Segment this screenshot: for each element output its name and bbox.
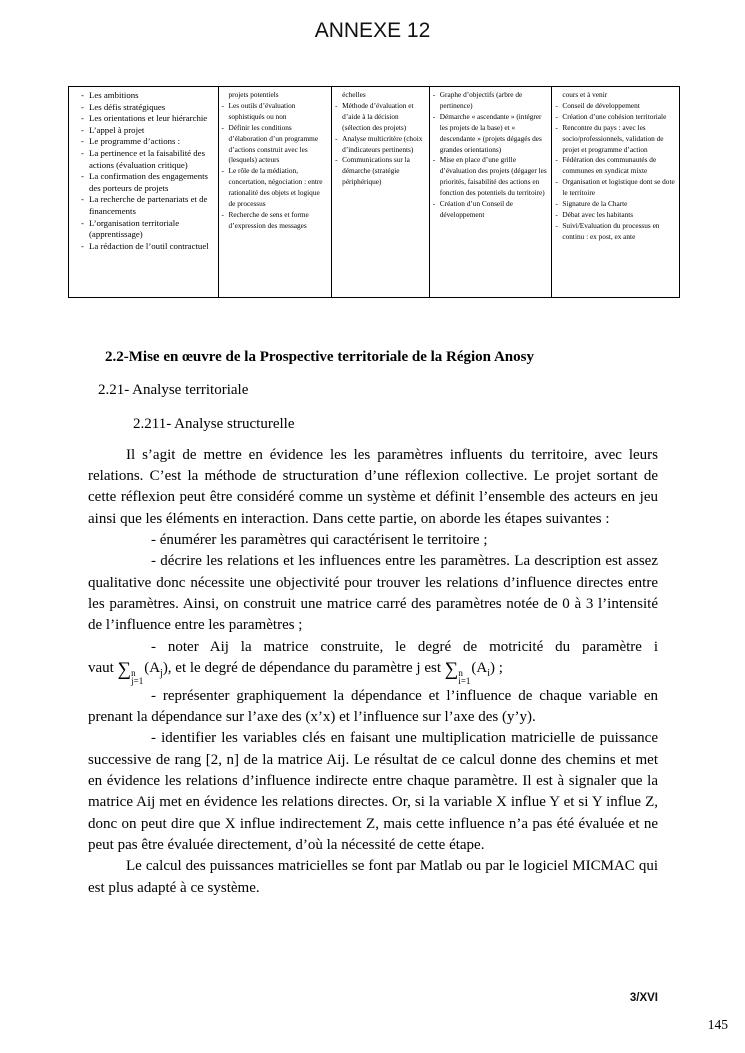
page-title: ANNEXE 12: [314, 19, 431, 42]
table-cell-intro: projets potentiels: [228, 90, 279, 99]
table-cell-list: [335, 101, 425, 188]
footer-reference: 3/XVI: [629, 992, 658, 1004]
table-list-item: - Rencontre du pays : avec les socio/professionnels, validation de projet et programme d’action: [555, 123, 675, 156]
table-list-item: - Définir les conditions d’élaboration d’un programme d’actions construit avec les (lesquels) acteurs: [222, 123, 328, 167]
table-list-item: - La pertinence et la faisabilité des actions (évaluation critique): [79, 148, 214, 171]
table-column-3: [331, 87, 429, 297]
sum-upper-limit: n: [131, 667, 136, 678]
table-list-item: - Organisation et logistique dont se dote le territoire: [555, 177, 675, 199]
sigma-symbol: ∑: [444, 658, 459, 680]
sum-upper-limit: n: [458, 667, 463, 678]
table-column-5: [551, 87, 679, 297]
table-list-item: - La recherche de partenariats et de financements: [79, 194, 214, 217]
table-column-1: [69, 87, 218, 297]
annex-table: [68, 86, 680, 298]
formula-term-subscript: j: [160, 667, 163, 679]
table-list-item: - Recherche de sens et forme d’expression des messages: [222, 210, 328, 232]
bullet-decrire: - décrire les relations et les influences entre les paramètres. La description est assez qualitative donc nécessite une objectivité pour trouver les relations d’influence directes entre les paramètres. Ainsi, on construit une matrice carré des paramètres notée de 0 à 3 l’intensité de l’influence entre les paramètres ;: [88, 553, 658, 634]
table-list-item: - Fédération des communautés de communes en syndicat mixte: [555, 155, 675, 177]
table-list-item: - Les ambitions: [79, 90, 214, 102]
formula-line: [88, 658, 658, 686]
table-cell-intro: cours et à venir: [562, 90, 608, 99]
section-heading-sub: 2.21- Analyse territoriale: [98, 382, 249, 399]
table-list-item: - Le programme d’actions :: [79, 136, 214, 148]
table-list-item: - Débat avec les habitants: [555, 210, 675, 221]
table-list-item: - Démarche « ascendante » (intégrer les projets de la base) et « descendante » (projets dégagés des grandes orientations): [433, 112, 548, 156]
sum-lower-limit: i=1: [458, 676, 471, 687]
formula-text-mid: ), et le degré de dépendance du paramètre j est: [162, 659, 445, 676]
table-list-item: - Les défis stratégiques: [79, 102, 214, 114]
sum-limits: [131, 669, 143, 686]
table-list-item: - Création d’une cohésion territoriale: [555, 112, 675, 123]
formula-term-subscript: i: [487, 667, 490, 679]
formula-text-suffix: ) ;: [490, 659, 503, 676]
table-list-item: - Communications sur la démarche (stratégie périphérique): [335, 155, 425, 188]
bullet-representer: - représenter graphiquement la dépendance et l’influence de chaque variable en prenant la dépendance sur l’axe des (x’x) et l’influence sur l’axe des (y’y).: [88, 687, 658, 726]
table-column-4: [429, 87, 552, 297]
table-list-item: - Méthode d’évaluation et d’aide à la décision (sélection des projets): [335, 101, 425, 134]
table-list-item: - Suivi/Evaluation du processus en continu : ex post, ex ante: [555, 221, 675, 243]
section-heading-main: 2.2-Mise en œuvre de la Prospective territoriale de la Région Anosy: [105, 349, 534, 365]
paragraph-closing: Le calcul des puissances matricielles se font par Matlab ou par le logiciel MICMAC qui est plus adapté à ce système.: [88, 858, 658, 896]
table-cell-intro: échelles: [342, 90, 366, 99]
table-list-item: - Création d’un Conseil de développement: [433, 199, 548, 221]
sum-limits: [458, 669, 470, 686]
table-list-item: - Le rôle de la médiation, concertation, négociation : entre rationalité des objets et logique de processus: [222, 166, 328, 210]
table-list-item: - Mise en place d’une grille d’évaluation des projets (dégager les priorités, faisabilité des actions en fonction des potentiels du territoire): [433, 155, 548, 199]
document-body: [88, 347, 658, 899]
table-cell-list: [555, 101, 675, 243]
sum-lower-limit: j=1: [131, 676, 144, 687]
table-list-item: - L’organisation territoriale (apprentissage): [79, 218, 214, 241]
bullet-identifier: - identifier les variables clés en faisant une multiplication matricielle de puissance successive de rang [2, n] de la matrice Aij. Le résultat de ce calcul donne des chemins et met en évidence les relations d’influence indirecte entre chaque paramètre. Il est à signaler que la matrice Aij met en évidence les relations directes. Or, si la variable X influe Y et si Y influe Z, donc on peut dire que X influe indirectement Z, mais cette influence n’a pas été évaluée et ne peut pas être évaluée directement, d’où la nécessité de cette étape.: [88, 730, 658, 853]
table-list-item: - Les orientations et leur hiérarchie: [79, 113, 214, 125]
formula-text-prefix: vaut: [88, 659, 118, 676]
table-cell-list: [433, 90, 548, 221]
table-list-item: - Analyse multicritère (choix d’indicateurs pertinents): [335, 134, 425, 156]
sigma-symbol: ∑: [117, 658, 132, 680]
table-list-item: - Les outils d’évaluation sophistiqués ou non: [222, 101, 328, 123]
section-heading-subsub: 2.211- Analyse structurelle: [133, 415, 295, 432]
formula-term-open: (A: [144, 659, 161, 676]
table-list-item: - L’appel à projet: [79, 125, 214, 137]
paragraph-intro: Il s’agit de mettre en évidence les les paramètres influents du territoire, avec leurs relations. C’est la méthode de structuration d’une réflexion collective. Le projet sortant de cette réflexion peut être considéré comme un système et définit l’ensemble des acteurs en jeu ainsi que les éléments en interaction. Dans cette partie, on aborde les étapes suivantes :: [88, 446, 658, 527]
table-cell-list: [222, 101, 328, 232]
table-cell-list: [72, 90, 214, 252]
table-list-item: - Conseil de développement: [555, 101, 675, 112]
table-column-2: [218, 87, 332, 297]
table-list-item: - La confirmation des engagements des porteurs de projets: [79, 171, 214, 194]
table-list-item: - Signature de la Charte: [555, 199, 675, 210]
bullet-noter: - noter Aij la matrice construite, le degré de motricité du paramètre i: [151, 638, 658, 655]
formula-term-open: (A: [471, 659, 488, 676]
page-number: 145: [707, 1017, 728, 1032]
table-list-item: - La rédaction de l’outil contractuel: [79, 241, 214, 253]
table-list-item: - Graphe d’objectifs (arbre de pertinence): [433, 90, 548, 112]
bullet-enumerer: - énumérer les paramètres qui caractérisent le territoire ;: [151, 532, 488, 549]
